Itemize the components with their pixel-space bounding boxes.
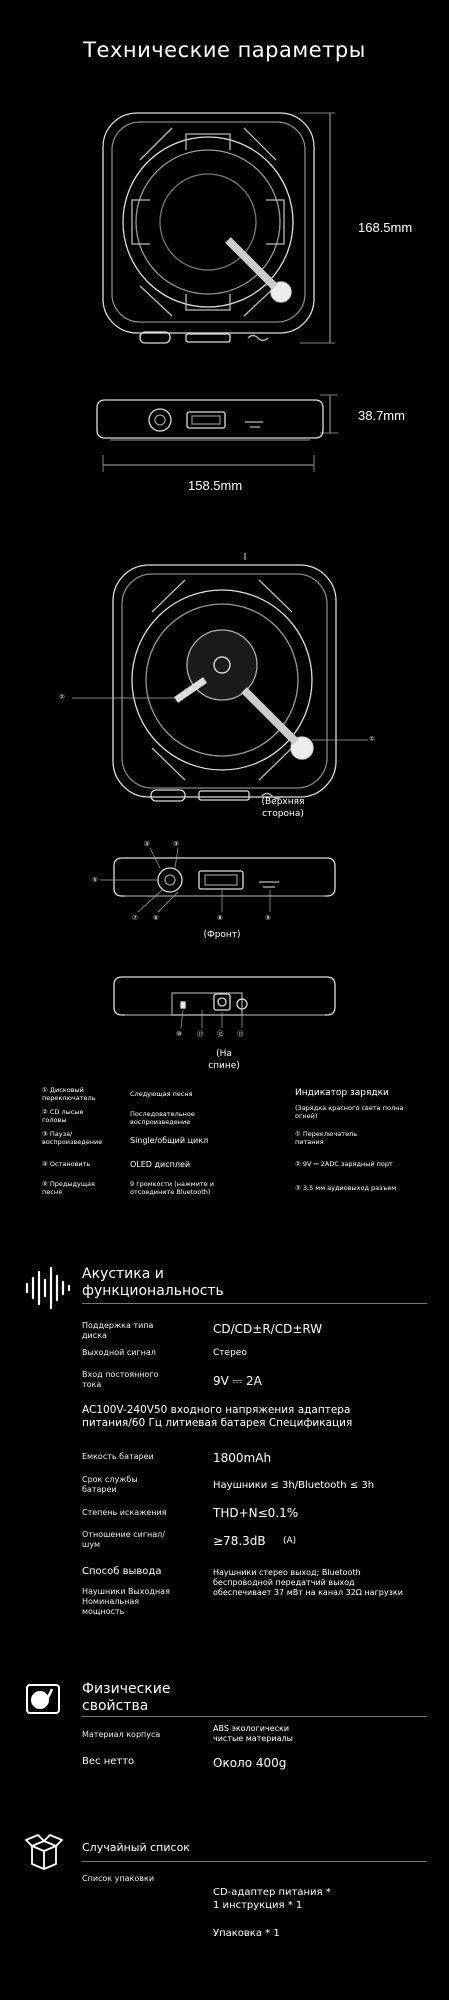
legend-col2-2: Последовательное воспроизведение: [130, 1110, 195, 1126]
legend-col1-1: ① Дисковый переключатель: [42, 1086, 96, 1102]
page-title: Технические параметры: [83, 38, 366, 62]
callout-3: ③: [173, 840, 179, 848]
callout-1: ①: [369, 735, 375, 743]
battery-life-label: Срок службы батареи: [82, 1475, 138, 1494]
physical-heading: Физические свойства: [82, 1681, 171, 1714]
legend-col2-5: 9 громкости (нажмите и отсоедините Bluetooth): [130, 1180, 215, 1196]
dc-input-value: 9V ⎓ 2A: [213, 1374, 262, 1388]
legend-col3-title: Индикатор зарядки: [295, 1088, 389, 1098]
callout-4: ④: [144, 840, 150, 848]
turntable-icon: [26, 1684, 60, 1714]
box-icon: [24, 1832, 64, 1872]
legend-col1-4: ④ Остановить: [42, 1160, 91, 1168]
callout-10: ⑩: [176, 1030, 182, 1038]
callout-9: ⑨: [265, 914, 271, 922]
case-material-label: Материал корпуса: [82, 1730, 161, 1739]
snr-unit: (A): [283, 1536, 297, 1546]
adapter-spec: AC100V-240V50 входного напряжения адаптера питания/60 Гц литиевая батарея Спецификация: [82, 1404, 353, 1429]
dc-input-label: Вход постоянного тока: [82, 1370, 159, 1389]
caption-front: (Фронт): [203, 930, 241, 940]
disc-type-value: CD/CD±R/CD±RW: [213, 1322, 323, 1336]
waveform-icon: [24, 1268, 74, 1308]
legend-col3-1: (Зарядка красного света полна огней): [295, 1104, 404, 1120]
battery-capacity-value: 1800mAh: [213, 1451, 272, 1465]
caption-back: (На спине): [208, 1049, 240, 1071]
snr-label: Отношение сигнал/шум: [82, 1530, 165, 1549]
headphone-power-label: Наушники Выходная Номинальная мощность: [82, 1587, 170, 1616]
package-list-value-2: Упаковка * 1: [213, 1928, 280, 1939]
legend-col3-3: ② 9V ⎓ 2ADC зарядный порт: [295, 1160, 393, 1168]
disc-type-label: Поддержка типа диска: [82, 1321, 154, 1340]
acoustics-divider: [82, 1303, 427, 1304]
distortion-value: THD+N≤0.1%: [213, 1506, 299, 1520]
legend-col2-1: Следующая песня: [130, 1090, 193, 1098]
acoustics-heading: Акустика и функциональность: [82, 1266, 224, 1299]
callout-7: ⑦: [132, 914, 138, 922]
net-weight-label: Вес нетто: [82, 1756, 135, 1767]
callout-5: ⑤: [92, 876, 98, 884]
distortion-label: Степень искажения: [82, 1508, 167, 1517]
physical-divider: [82, 1716, 427, 1717]
package-list-label: Список упаковки: [82, 1874, 155, 1883]
legend-col1-5: ⑤ Предыдущая песня: [42, 1180, 95, 1196]
legend-col3-4: ③ 3,5 мм аудиовыход разъем: [295, 1184, 397, 1192]
callout-2: ②: [59, 693, 65, 701]
package-list-value-1: CD-адаптер питания * 1 инструкция * 1: [213, 1887, 331, 1911]
legend-col2-4: OLED дисплей: [130, 1160, 191, 1169]
case-material-value: ABS экологически чистые материалы: [213, 1724, 293, 1743]
snr-value: ≥78.3dB: [213, 1534, 266, 1548]
package-divider: [82, 1861, 427, 1862]
battery-capacity-label: Емкость батареи: [82, 1452, 154, 1461]
output-method-value: Наушники стерео выход; Bluetooth беспроводной передатчий выход обеспечивает 37 мВт на канал 32Ω нагрузки: [213, 1568, 403, 1597]
callout-6: ⑥: [153, 914, 159, 922]
caption-top-side: (Верхняя сторона): [261, 797, 305, 819]
callout-12: ⑫: [217, 1030, 224, 1038]
output-method-label: Способ вывода: [82, 1566, 162, 1577]
legend-col3-2: ① Переключатель питания: [295, 1130, 358, 1146]
output-signal-label: Выходной сигнал: [82, 1348, 156, 1357]
callout-8: ⑧: [217, 914, 223, 922]
dimension-thickness: 38.7mm: [358, 408, 405, 423]
package-heading: Случайный список: [82, 1841, 190, 1854]
legend-col1-2: ② CD лысые головы: [42, 1108, 84, 1124]
legend-col1-3: ③ Пауза/воспроизведение: [42, 1130, 103, 1146]
output-signal-value: Стерео: [213, 1348, 247, 1358]
callout-11: ⑪: [197, 1030, 204, 1038]
battery-life-value: Наушники ≤ 3h/Bluetooth ≤ 3h: [213, 1480, 375, 1491]
dimension-width: 158.5mm: [188, 478, 243, 493]
callout-13: ⑬: [237, 1030, 244, 1038]
legend-col2-3: Single/общий цикл: [130, 1136, 209, 1145]
dimension-height: 168.5mm: [358, 220, 413, 235]
net-weight-value: Около 400g: [213, 1756, 287, 1770]
